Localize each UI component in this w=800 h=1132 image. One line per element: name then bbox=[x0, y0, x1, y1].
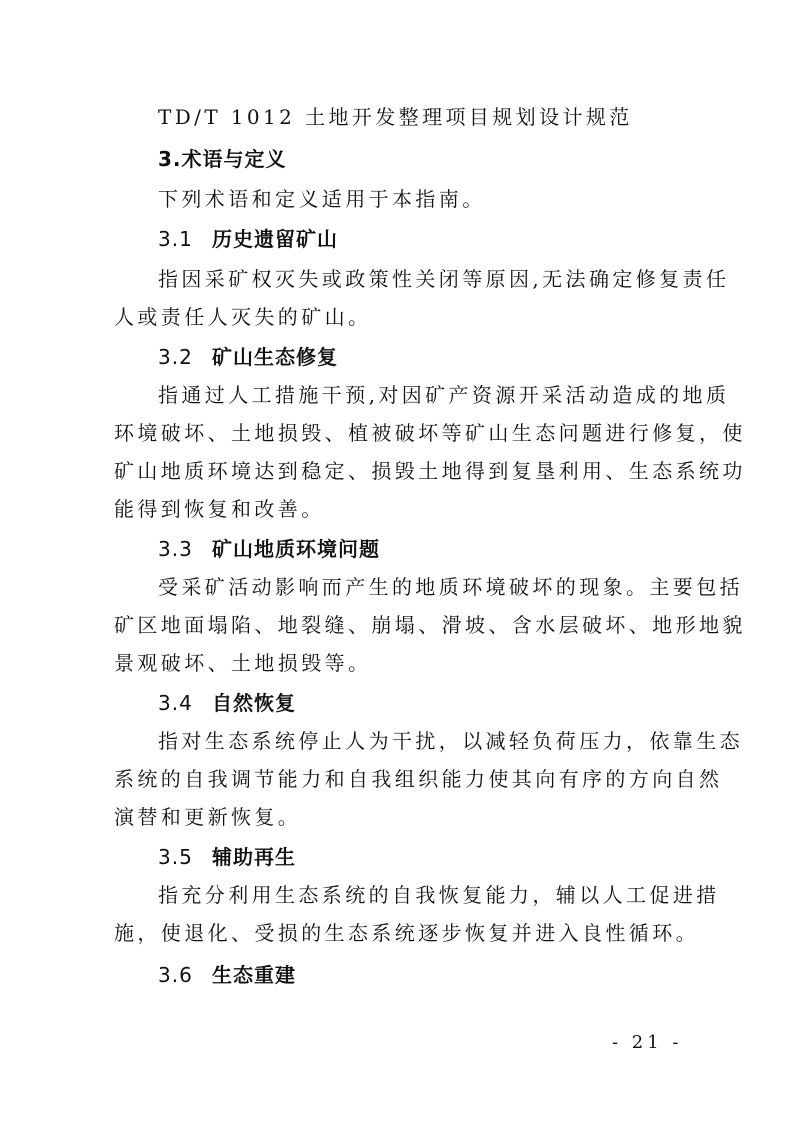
term-definition-line: 指因采矿权灭失或政策性关闭等原因,无法确定修复责任 bbox=[158, 267, 730, 291]
term-heading-3-6 bbox=[158, 962, 296, 988]
term-heading-3-2 bbox=[158, 344, 338, 370]
term-title: 自然恢复 bbox=[212, 691, 296, 715]
term-definition-line: 矿区地面塌陷、地裂缝、崩塌、滑坡、含水层破坏、地形地貌 bbox=[114, 613, 746, 637]
term-definition-line: 指充分利用生态系统的自我恢复能力，辅以人工促进措 bbox=[158, 883, 720, 907]
term-definition-line: 演替和更新恢复。 bbox=[114, 805, 302, 829]
term-heading-3-1 bbox=[158, 226, 338, 252]
term-title: 生态重建 bbox=[212, 963, 296, 987]
term-definition-line: 能得到恢复和改善。 bbox=[114, 497, 325, 521]
term-number: 3.4 bbox=[158, 691, 193, 715]
term-title: 矿山地质环境问题 bbox=[212, 537, 380, 561]
term-title: 辅助再生 bbox=[212, 845, 296, 869]
term-number: 3.2 bbox=[158, 345, 193, 369]
term-definition-line: 人或责任人灭失的矿山。 bbox=[114, 305, 372, 329]
section-intro: 下列术语和定义适用于本指南。 bbox=[158, 187, 486, 211]
term-title: 历史遗留矿山 bbox=[212, 227, 338, 251]
term-definition-line: 环境破坏、土地损毁、植被破坏等矿山生态问题进行修复，使 bbox=[114, 421, 746, 445]
term-title: 矿山生态修复 bbox=[212, 345, 338, 369]
term-definition-line: 系统的自我调节能力和自我组织能力使其向有序的方向自然 bbox=[114, 767, 723, 791]
term-heading-3-3 bbox=[158, 536, 380, 562]
section-title: 3.术语与定义 bbox=[158, 147, 287, 171]
term-definition-line: 施，使退化、受损的生态系统逐步恢复并进入良性循环。 bbox=[114, 921, 699, 945]
term-definition-line: 矿山地质环境达到稳定、损毁土地得到复垦利用、生态系统功 bbox=[114, 459, 746, 483]
term-heading-3-4 bbox=[158, 690, 296, 716]
term-definition-line: 受采矿活动影响而产生的地质环境破坏的现象。主要包括 bbox=[158, 575, 743, 599]
term-definition-line: 指通过人工措施干预,对因矿产资源开采活动造成的地质 bbox=[158, 383, 730, 407]
term-number: 3.5 bbox=[158, 845, 193, 869]
term-number: 3.6 bbox=[158, 963, 193, 987]
term-heading-3-5 bbox=[158, 844, 296, 870]
page-number: - 21 - bbox=[612, 1032, 683, 1053]
term-definition-line: 景观破坏、土地损毁等。 bbox=[114, 651, 372, 675]
term-number: 3.1 bbox=[158, 227, 193, 251]
term-number: 3.3 bbox=[158, 537, 193, 561]
term-definition-line: 指对生态系统停止人为干扰，以减轻负荷压力，依靠生态 bbox=[158, 729, 743, 753]
reference-standard-line: TD/T 1012 土地开发整理项目规划设计规范 bbox=[158, 105, 633, 129]
